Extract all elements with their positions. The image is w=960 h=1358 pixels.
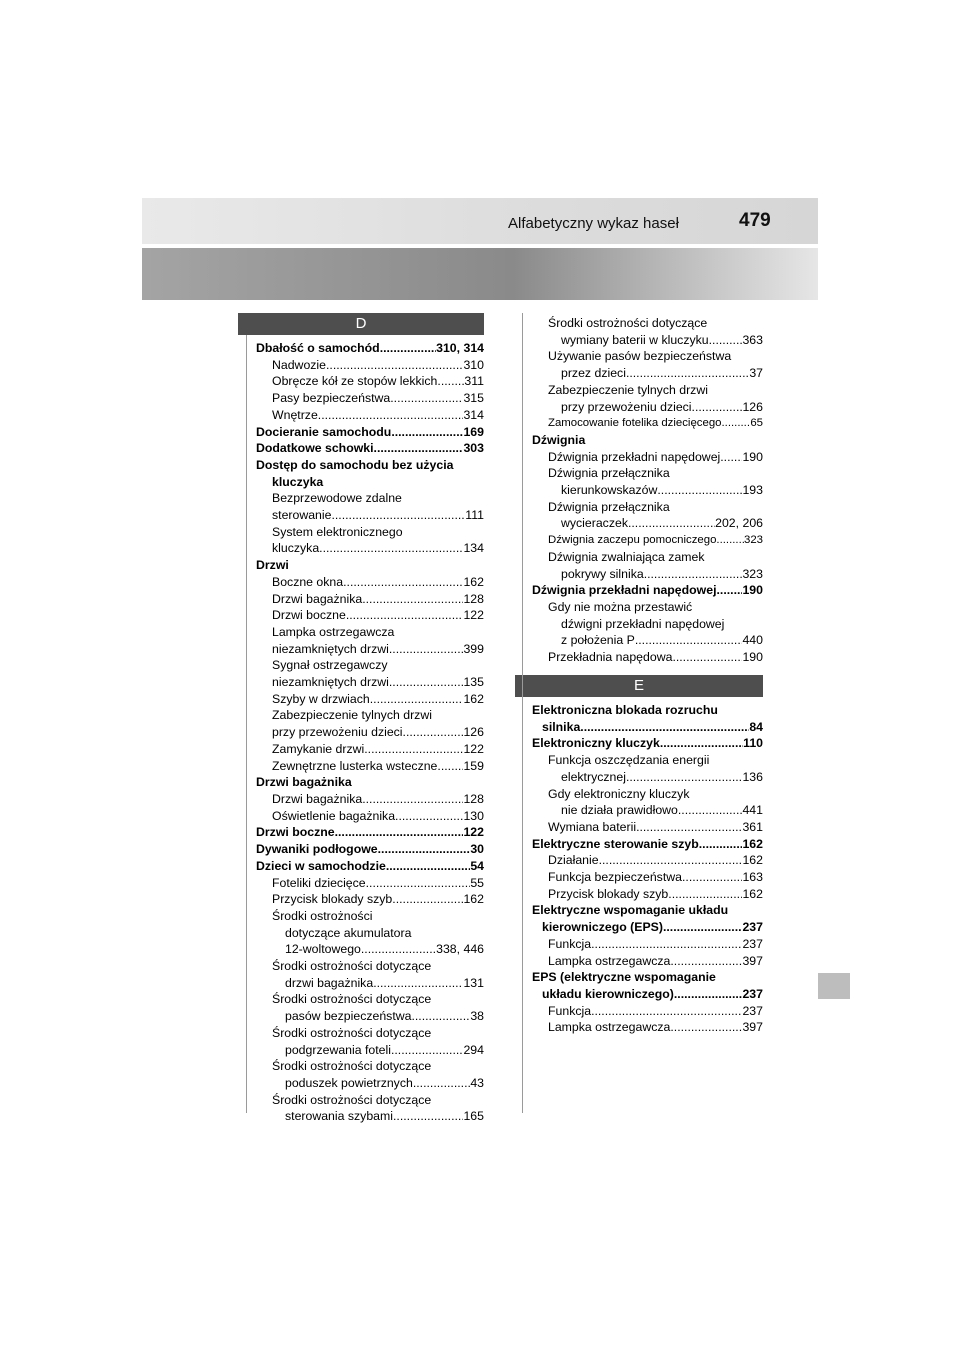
entry-term: Pasy bezpieczeństwa — [272, 391, 391, 406]
index-entry — [532, 953, 763, 970]
entry-page-ref: 169 — [463, 424, 484, 439]
entry-page-ref: 163 — [742, 870, 763, 885]
index-entry — [532, 415, 763, 432]
entry-page-ref: 165 — [463, 1109, 484, 1124]
dot-leader — [722, 415, 751, 432]
dot-leader — [366, 875, 471, 892]
index-entry — [532, 515, 763, 532]
entry-page-ref: 131 — [463, 975, 484, 990]
entry-term: pasów bezpieczeństwa — [285, 1009, 412, 1024]
index-entry — [532, 836, 763, 853]
page-title: Alfabetyczny wykaz haseł — [508, 215, 679, 232]
dot-leader — [390, 390, 463, 407]
entry-term: Elektryczne sterowanie szyb — [532, 836, 699, 851]
index-entry — [256, 791, 484, 808]
dot-leader — [395, 808, 463, 825]
dot-leader — [403, 724, 464, 741]
dot-leader — [660, 735, 743, 752]
entry-page-ref: 310 — [463, 357, 484, 372]
entry-page-ref: 30 — [470, 842, 484, 857]
entry-term: przy przewożeniu dzieci — [272, 725, 403, 740]
index-entry — [532, 632, 763, 649]
index-entry — [256, 641, 484, 658]
dot-leader — [716, 582, 742, 599]
dot-leader — [580, 719, 749, 736]
dot-leader — [437, 758, 463, 775]
entry-page-ref: 190 — [742, 449, 763, 464]
index-heading-line: Używanie pasów bezpieczeństwa — [548, 349, 732, 364]
index-entry — [532, 582, 763, 599]
index-entry — [256, 824, 484, 841]
entry-page-ref: 126 — [463, 725, 484, 740]
index-entry — [256, 507, 484, 524]
entry-term: Przekładnia napędowa — [548, 650, 673, 665]
index-entry — [256, 674, 484, 691]
index-heading-line: Środki ostrożności dotyczące — [548, 316, 708, 330]
dot-leader — [373, 975, 463, 992]
entry-term: Foteliki dziecięce — [272, 875, 366, 890]
entry-term: Drzwi bagażnika — [272, 591, 363, 606]
index-entry — [532, 919, 763, 936]
dot-leader — [709, 332, 743, 349]
index-entry — [256, 758, 484, 775]
entry-term: przy przewożeniu dzieci — [561, 399, 692, 414]
dot-leader — [413, 1075, 470, 1092]
entry-term: Dywaniki podłogowe — [256, 842, 378, 857]
dot-leader — [343, 574, 463, 591]
dot-leader — [331, 507, 465, 524]
entry-page-ref: 363 — [742, 332, 763, 347]
dot-leader — [374, 440, 464, 457]
entry-term: Funkcja — [548, 1003, 592, 1018]
dot-leader — [389, 674, 464, 691]
index-entry — [256, 841, 484, 858]
entry-page-ref: 162 — [742, 886, 763, 901]
entry-term: elektrycznej — [561, 769, 626, 784]
entry-term: Dźwignia przekładni napędowej — [532, 583, 717, 598]
section-header-d: D — [238, 313, 484, 335]
index-entry — [256, 340, 484, 357]
index-heading-line: System elektronicznego — [272, 524, 403, 539]
entry-page-ref: 237 — [742, 936, 763, 951]
dot-leader — [635, 632, 743, 649]
entry-term: Przycisk blokady szyb — [272, 892, 393, 907]
dot-leader — [318, 407, 464, 424]
index-heading-line: Środki ostrożności dotyczące — [272, 1059, 432, 1074]
entry-term: Dzieci w samochodzie — [256, 858, 386, 873]
index-entry — [256, 741, 484, 758]
dot-leader — [319, 540, 463, 557]
entry-term: Lampka ostrzegawcza — [548, 953, 671, 968]
entry-term: Drzwi boczne — [272, 608, 346, 623]
dot-leader — [674, 986, 743, 1003]
index-entry — [256, 373, 484, 390]
dot-leader — [670, 953, 742, 970]
entry-term: Drzwi boczne — [256, 825, 335, 840]
index-entry — [256, 607, 484, 624]
entry-page-ref: 397 — [742, 1020, 763, 1035]
index-heading-line: Elektryczne wspomaganie układu — [532, 903, 729, 918]
entry-term: Działanie — [548, 853, 599, 868]
dot-leader — [335, 824, 464, 841]
index-heading-line: Środki ostrożności dotyczące — [272, 1092, 432, 1107]
entry-page-ref: 397 — [742, 953, 763, 968]
dot-leader — [389, 641, 464, 658]
entry-term: Obręcze kół ze stopów lekkich — [272, 374, 438, 389]
entry-page-ref: 294 — [463, 1042, 484, 1057]
index-heading-line: Dostęp do samochodu bez użycia — [256, 457, 454, 472]
index-heading-line: Funkcja oszczędzania energii — [548, 753, 710, 768]
dot-leader — [672, 649, 742, 666]
dot-leader — [692, 399, 743, 416]
entry-page-ref: 202, 206 — [715, 516, 763, 531]
entry-page-ref: 303 — [463, 441, 484, 456]
index-entry — [532, 802, 763, 819]
entry-term: Dbałość o samochód — [256, 341, 380, 355]
entry-page-ref: 361 — [742, 819, 763, 834]
dot-leader — [346, 607, 464, 624]
index-entry — [256, 591, 484, 608]
dot-leader — [636, 819, 742, 836]
entry-page-ref: 315 — [463, 391, 484, 406]
index-column-right-bottom — [532, 702, 763, 1036]
entry-page-ref: 159 — [463, 758, 484, 773]
index-entry — [532, 532, 763, 549]
index-heading-line: Elektroniczna blokada rozruchu — [532, 703, 718, 717]
index-heading-line: Środki ostrożności — [272, 908, 373, 923]
entry-term: Wymiana baterii — [548, 819, 637, 834]
index-heading-line: Gdy elektroniczny kluczyk — [548, 786, 690, 801]
index-entry — [532, 332, 763, 349]
dot-leader — [670, 1019, 742, 1036]
dot-leader — [626, 769, 743, 786]
index-entry — [532, 449, 763, 466]
entry-term: Oświetlenie bagażnika — [272, 808, 396, 823]
entry-page-ref: 136 — [742, 769, 763, 784]
entry-term: Zewnętrzne lusterka wsteczne — [272, 758, 438, 773]
index-heading-line: Środki ostrożności dotyczące — [272, 992, 432, 1007]
dot-leader — [626, 365, 749, 382]
entry-page-ref: 135 — [463, 675, 484, 690]
entry-term: Zamykanie drzwi — [272, 741, 365, 756]
dot-leader — [699, 836, 743, 853]
index-entry — [256, 1042, 484, 1059]
entry-page-ref: 84 — [749, 719, 763, 734]
entry-term: Funkcja — [548, 936, 592, 951]
dot-leader — [392, 891, 463, 908]
dot-leader — [362, 591, 463, 608]
entry-page-ref: 122 — [463, 741, 484, 756]
entry-term: wycieraczek — [561, 516, 628, 531]
index-heading-line: Lampka ostrzegawcza — [272, 624, 395, 639]
entry-page-ref: 38 — [470, 1009, 484, 1024]
entry-term: przez dzieci — [561, 366, 626, 381]
entry-term: z położenia P — [561, 633, 635, 648]
header-banner — [142, 248, 818, 300]
dot-leader — [386, 858, 470, 875]
entry-page-ref: 323 — [742, 566, 763, 581]
entry-term: Przycisk blokady szyb — [548, 886, 669, 901]
entry-term: niezamkniętych drzwi — [272, 675, 389, 690]
dot-leader — [380, 340, 436, 357]
index-heading-line: Drzwi bagażnika — [256, 775, 352, 790]
entry-term: 12-woltowego — [285, 942, 361, 957]
entry-page-ref: 162 — [463, 574, 484, 589]
dot-leader — [657, 482, 742, 499]
entry-term: kierowniczego (EPS) — [542, 920, 663, 935]
index-heading-line: Gdy nie można przestawić — [548, 599, 693, 614]
index-entry — [532, 769, 763, 786]
dot-leader — [668, 886, 742, 903]
index-column-right-top — [532, 315, 763, 666]
index-entry — [256, 407, 484, 424]
entry-page-ref: 314 — [463, 407, 484, 422]
index-entry — [532, 1003, 763, 1020]
entry-page-ref: 190 — [742, 650, 763, 665]
entry-page-ref: 190 — [742, 583, 763, 598]
index-entry — [256, 540, 484, 557]
index-entry — [256, 875, 484, 892]
entry-term: Szyby w drzwiach — [272, 691, 370, 706]
dot-leader — [591, 1003, 742, 1020]
entry-term: nie działa prawidłowo — [561, 803, 678, 818]
section-header-e: E — [515, 675, 763, 697]
index-heading-line: Dźwignia przełącznika — [548, 466, 670, 481]
index-entry — [532, 1019, 763, 1036]
index-heading-line: Drzwi — [256, 558, 289, 573]
entry-term: sterowania szybami — [285, 1109, 393, 1124]
index-heading-line: Środki ostrożności dotyczące — [272, 959, 432, 974]
dot-leader — [391, 1042, 464, 1059]
index-entry — [532, 365, 763, 382]
column-divider-left — [246, 335, 247, 1113]
entry-page-ref: 162 — [463, 691, 484, 706]
index-entry — [256, 808, 484, 825]
entry-term: Zamocowanie fotelika dziecięcego — [548, 417, 722, 430]
entry-page-ref: 122 — [463, 608, 484, 623]
entry-page-ref: 43 — [470, 1075, 484, 1090]
index-entry — [256, 975, 484, 992]
index-heading-line: kluczyka — [272, 474, 324, 489]
entry-page-ref: 128 — [463, 591, 484, 606]
dot-leader — [378, 841, 471, 858]
entry-page-ref: 162 — [463, 892, 484, 907]
entry-page-ref: 111 — [465, 508, 484, 523]
entry-term: drzwi bagażnika — [285, 975, 374, 990]
index-heading-line: dotyczące akumulatora — [285, 925, 412, 940]
index-heading-line: dźwigni przekładni napędowej — [561, 616, 725, 631]
entry-term: kierunkowskazów — [561, 483, 658, 498]
entry-term: układu kierowniczego) — [542, 986, 674, 1001]
dot-leader — [628, 515, 715, 532]
index-entry — [256, 724, 484, 741]
entry-term: silnika — [542, 719, 581, 734]
entry-page-ref: 399 — [463, 641, 484, 656]
entry-page-ref: 323 — [743, 534, 763, 547]
entry-page-ref: 193 — [742, 483, 763, 498]
index-entry — [256, 1108, 484, 1125]
index-entry — [532, 649, 763, 666]
index-entry — [256, 858, 484, 875]
index-entry — [532, 719, 763, 736]
index-entry — [256, 691, 484, 708]
header-bar — [142, 198, 818, 244]
index-heading-line: Zabezpieczenie tylnych drzwi — [548, 382, 708, 397]
index-entry — [256, 390, 484, 407]
entry-page-ref: 311 — [464, 374, 484, 389]
entry-page-ref: 162 — [742, 836, 763, 851]
entry-term: pokrywy silnika — [561, 566, 644, 581]
entry-term: niezamkniętych drzwi — [272, 641, 389, 656]
entry-page-ref: 134 — [463, 541, 484, 556]
index-entry — [532, 819, 763, 836]
entry-page-ref: 55 — [470, 875, 484, 890]
entry-page-ref: 65 — [750, 417, 763, 430]
index-entry — [256, 424, 484, 441]
index-entry — [532, 482, 763, 499]
entry-page-ref: 441 — [742, 803, 763, 818]
entry-page-ref: 126 — [742, 399, 763, 414]
index-heading-line: Dźwignia — [532, 432, 586, 447]
entry-term: Drzwi bagażnika — [272, 791, 363, 806]
entry-term: wymiany baterii w kluczyku — [561, 332, 709, 347]
dot-leader — [326, 357, 463, 374]
column-divider-middle — [522, 313, 523, 1113]
index-heading-line: Zabezpieczenie tylnych drzwi — [272, 708, 432, 723]
entry-term: poduszek powietrznych — [285, 1075, 413, 1090]
entry-page-ref: 37 — [749, 366, 763, 381]
dot-leader — [591, 936, 742, 953]
entry-page-ref: 237 — [742, 1003, 763, 1018]
entry-page-ref: 128 — [463, 791, 484, 806]
entry-page-ref: 130 — [463, 808, 484, 823]
entry-page-ref: 237 — [742, 986, 763, 1001]
entry-page-ref: 310, 314 — [436, 341, 484, 355]
entry-page-ref: 122 — [463, 825, 484, 840]
entry-term: Lampka ostrzegawcza — [548, 1020, 671, 1035]
entry-term: Docieranie samochodu — [256, 424, 392, 439]
index-entry — [256, 357, 484, 374]
index-entry — [532, 986, 763, 1003]
index-heading-line: EPS (elektryczne wspomaganie — [532, 970, 716, 985]
dot-leader — [437, 373, 464, 390]
entry-page-ref: 162 — [742, 853, 763, 868]
dot-leader — [362, 791, 463, 808]
entry-page-ref: 110 — [743, 736, 763, 751]
index-entry — [256, 891, 484, 908]
dot-leader — [393, 1108, 463, 1125]
dot-leader — [682, 869, 742, 886]
entry-page-ref: 338, 446 — [436, 942, 484, 957]
index-entry — [532, 886, 763, 903]
dot-leader — [411, 1008, 470, 1025]
dot-leader — [370, 691, 464, 708]
dot-leader — [720, 449, 742, 466]
index-entry — [532, 852, 763, 869]
index-entry — [256, 1075, 484, 1092]
entry-page-ref: 54 — [470, 858, 484, 873]
dot-leader — [716, 532, 744, 549]
index-heading-line: Dźwignia przełącznika — [548, 499, 670, 514]
page-number: 479 — [739, 210, 771, 231]
index-entry — [256, 440, 484, 457]
index-heading-line: Bezprzewodowe zdalne — [272, 491, 402, 506]
entry-term: kluczyka — [272, 541, 320, 556]
entry-page-ref: 237 — [742, 920, 763, 935]
dot-leader — [678, 802, 743, 819]
dot-leader — [644, 566, 743, 583]
dot-leader — [361, 941, 436, 958]
index-heading-line: Środki ostrożności dotyczące — [272, 1025, 432, 1040]
dot-leader — [663, 919, 743, 936]
index-column-left — [256, 340, 484, 1125]
entry-term: podgrzewania foteli — [285, 1042, 391, 1057]
entry-term: sterowanie — [272, 508, 332, 523]
index-entry — [532, 399, 763, 416]
index-entry — [532, 936, 763, 953]
index-entry — [532, 566, 763, 583]
dot-leader — [364, 741, 463, 758]
entry-term: Boczne okna — [272, 574, 344, 589]
entry-term: Wnętrze — [272, 407, 318, 422]
entry-term: Dźwignia przekładni napędowej — [548, 449, 721, 464]
entry-term: Elektroniczny kluczyk — [532, 736, 660, 751]
entry-page-ref: 440 — [742, 633, 763, 648]
chapter-side-tab — [818, 973, 850, 999]
dot-leader — [391, 424, 463, 441]
index-heading-line: Dźwignia zwalniająca zamek — [548, 549, 705, 564]
index-entry — [532, 869, 763, 886]
index-entry — [532, 735, 763, 752]
index-entry — [256, 941, 484, 958]
entry-term: Nadwozie — [272, 357, 326, 372]
index-entry — [256, 574, 484, 591]
dot-leader — [599, 852, 743, 869]
index-entry — [256, 1008, 484, 1025]
entry-term: Funkcja bezpieczeństwa — [548, 870, 682, 885]
entry-term: Dodatkowe schowki — [256, 441, 374, 456]
index-heading-line: Sygnał ostrzegawczy — [272, 658, 388, 673]
entry-term: Dźwignia zaczepu pomocniczego — [548, 534, 717, 547]
